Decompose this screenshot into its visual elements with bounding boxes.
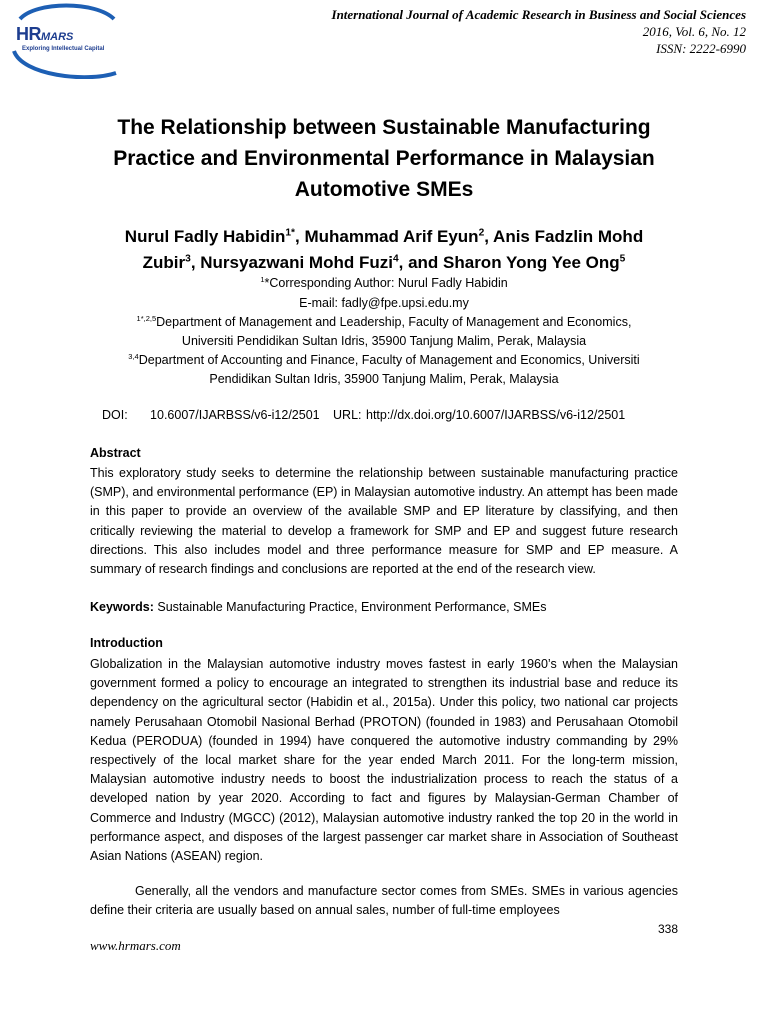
author-name: , Anis Fadzlin Mohd xyxy=(484,227,644,246)
affiliation-1-line2: Universiti Pendidikan Sultan Idris, 35900 Tanjung Malim, Perak, Malaysia xyxy=(181,334,587,348)
journal-issn: ISSN: 2222-6990 xyxy=(656,41,746,56)
title-line: Practice and Environmental Performance in Malaysian xyxy=(113,147,655,170)
title-line: The Relationship between Sustainable Manufacturing xyxy=(117,116,651,139)
affiliation-text: Department of Management and Leadership, Faculty of Management and Economics, xyxy=(156,315,632,329)
author-name: , Muhammad Arif Eyun xyxy=(295,227,479,246)
hrmars-logo xyxy=(6,3,118,79)
affiliation-sup: 3,4 xyxy=(128,351,139,361)
doi-line: DOI: 10.6007/IJARBSS/v6-i12/2501 URL: http://dx.doi.org/10.6007/IJARBSS/v6-i12/2501 xyxy=(102,408,626,422)
page-number: 338 xyxy=(657,922,678,936)
keywords xyxy=(90,598,678,617)
author-name: , and Sharon Yong Yee Ong xyxy=(398,253,620,272)
introduction-paragraph: Generally, all the vendors and manufacture sector comes from SMEs. SMEs in various agencies define their criteria are usually based on annual sales, number of full-time employees xyxy=(90,884,678,918)
abstract-text: This exploratory study seeks to determine the relationship between sustainable manufacturing practice (SMP), and environmental performance (EP) in Malaysian automotive industry. An attempt has been made in this paper to provide an overview of the available SMP and EP literature by classifying, and then critically reviewing the material to develop a framework for SMP and EP and suggest future research directions. This also includes model and three performance measure for SMP and EP measure. A summary of research findings and conclusions are reported at the end of the research view. xyxy=(90,466,678,577)
affiliation-1 xyxy=(60,313,708,332)
journal-volume: 2016, Vol. 6, No. 12 xyxy=(642,24,746,39)
keywords-text: Sustainable Manufacturing Practice, Environment Performance, SMEs xyxy=(153,600,547,614)
affiliation-2 xyxy=(60,351,708,370)
author-sup: 2 xyxy=(478,227,485,239)
introduction-paragraph: Globalization in the Malaysian automotive industry moves fastest in early 1960’s when the Malaysian government formed a policy to encourage an integrated to strengthen its industrial base and reduce its dependency on the agricultural sector (Habidin et al., 2015a). Under this policy, two national car projects namely Perusahaan Otomobil Nasional Berhad (PROTON) (founded in 1983) and Perusahaan Otomobil Kedua (PERODUA) (founded in 1994) have conquered the automotive industry commanding by 29% respectively of the local market share for the year ended March 2011. For the long-term mission, Malaysian automotive industry needs to boost the industrialization process to reach the status of a developed nation by year 2020. According to fact and figures by Malaysian-German Chamber of Commerce and Industry (MGCC) (2012), Malaysian automotive industry ranked the top 20 in the world in performance aspect, and disposes of the largest passenger car market share in Association of Southeast Asian Nations (ASEAN) region. xyxy=(90,657,678,864)
logo-name: HRMARS xyxy=(16,24,74,44)
author-sup: 4 xyxy=(392,253,399,265)
journal-header xyxy=(332,6,746,57)
affiliation-2-line2: Pendidikan Sultan Idris, 35900 Tanjung Malim, Perak, Malaysia xyxy=(209,372,559,386)
logo-tagline: Exploring Intellectual Capital xyxy=(22,46,105,52)
affiliation-sup: 1 xyxy=(260,274,265,284)
footer-website: www.hrmars.com xyxy=(90,938,181,953)
introduction-heading: Introduction xyxy=(90,636,163,650)
abstract-heading: Abstract xyxy=(90,446,141,460)
author-name: , Nursyazwani Mohd Fuzi xyxy=(190,253,393,272)
corresponding-author xyxy=(60,274,708,293)
author-email: E-mail: fadly@fpe.upsi.edu.my xyxy=(299,296,469,310)
affiliation-sup: 1*,2,5 xyxy=(136,313,157,323)
author-list xyxy=(80,224,688,276)
keywords-label: Keywords: xyxy=(90,600,154,614)
affiliation-text: Department of Accounting and Finance, Faculty of Management and Economics, Universiti xyxy=(138,353,640,367)
author-sup: 3 xyxy=(185,253,191,265)
author-name: Zubir xyxy=(142,253,186,272)
journal-title: International Journal of Academic Research in Business and Social Sciences xyxy=(331,7,746,22)
paper-title xyxy=(80,112,688,205)
author-sup: 5 xyxy=(619,253,626,265)
corresponding-author-text: *Corresponding Author: Nurul Fadly Habidin xyxy=(264,276,508,290)
author-sup: 1* xyxy=(285,227,295,239)
title-line: Automotive SMEs xyxy=(294,178,474,201)
author-name: Nurul Fadly Habidin xyxy=(124,227,286,246)
